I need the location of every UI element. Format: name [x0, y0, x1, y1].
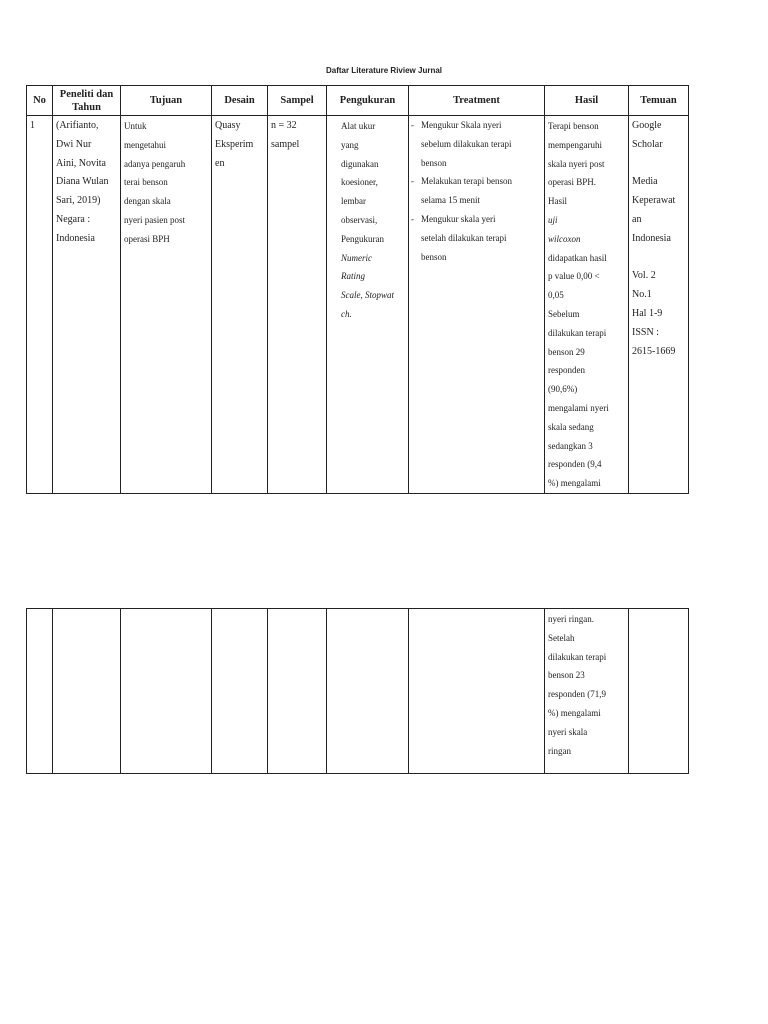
header-desain: Desain [212, 86, 268, 116]
literature-table [26, 85, 689, 494]
text-line: Hal 1-9 [632, 307, 663, 319]
text-line: Media [632, 176, 658, 188]
text-line: Dwi Nur [56, 138, 92, 150]
text-line: Setelah [548, 632, 575, 643]
text-line: koesioner, [341, 177, 378, 188]
text-line: Hasil [548, 196, 567, 207]
text-line: skala sedang [548, 421, 594, 432]
temuan-volume [632, 267, 686, 361]
text-line: terai benson [124, 177, 168, 188]
text-line: %) mengalami [548, 478, 601, 489]
text-line: selama 15 menit [421, 195, 480, 206]
cell-tujuan [121, 609, 212, 774]
text-line: dilakukan terapi [548, 327, 607, 338]
table-row [27, 116, 689, 494]
text-line: sampel [271, 138, 300, 150]
text-line: Vol. 2 [632, 270, 656, 282]
table-row [27, 609, 689, 774]
text-line: benson [421, 251, 447, 262]
header-no: No [27, 86, 53, 116]
cell-tujuan [121, 116, 212, 494]
text-line: (Arifianto, [56, 120, 99, 131]
text-line: mengetahui [124, 139, 166, 150]
text-line: benson [421, 157, 447, 168]
text-line: nyeri skala [548, 726, 588, 737]
cell-pengukuran [327, 609, 409, 774]
pengukuran-italic [341, 249, 406, 324]
text-line: dengan skala [124, 196, 171, 207]
text-line: yang [341, 139, 359, 150]
text-line: mempengaruhi [548, 139, 602, 150]
text-line: Pengukuran [341, 233, 384, 244]
cell-pengukuran [327, 116, 409, 494]
text-line: n = 32 [271, 120, 297, 131]
text-line: Sebelum [548, 308, 580, 319]
text-line: nyeri pasien post [124, 214, 185, 225]
text-line: adanya pengaruh [124, 158, 186, 169]
treatment-item [409, 210, 544, 266]
text-line: ringan [548, 745, 571, 756]
text-line: didapatkan hasil [548, 252, 607, 263]
text-line: responden (9,4 [548, 459, 602, 470]
text-line: Untuk [124, 121, 147, 131]
pengukuran-plain [341, 117, 406, 249]
row-number: 1 [30, 120, 35, 131]
text-line: - Mengukur Skala nyeri [421, 120, 502, 130]
cell-sampel [268, 116, 327, 494]
treatment-item [409, 172, 544, 210]
hasil-continued-text [545, 609, 628, 760]
hasil-part-a [548, 117, 626, 211]
document-title: Daftar Literature Riview Jurnal [325, 66, 443, 75]
temuan-journal [632, 173, 686, 248]
header-temuan: Temuan [629, 86, 689, 116]
text-line: %) mengalami [548, 707, 601, 718]
text-line: Indonesia [632, 232, 671, 244]
hasil-wilcoxon-line [548, 211, 626, 230]
tujuan-text [121, 116, 211, 249]
text-line: Keperawat [632, 195, 676, 207]
table-header-row [27, 86, 689, 116]
hasil-text [545, 116, 628, 493]
text-line: skala nyeri post [548, 158, 605, 169]
text-line: en [215, 157, 225, 169]
cell-temuan [629, 116, 689, 494]
text-line: Aini, Novita [56, 157, 106, 169]
text-line: Rating [341, 271, 365, 282]
peneliti-text [53, 116, 120, 249]
text-line: digunakan [341, 158, 379, 169]
text-line: ch. [341, 308, 352, 319]
text-line: (90,6%) [548, 384, 578, 395]
cell-sampel [268, 609, 327, 774]
literature-table-continued [26, 608, 689, 774]
text-line: setelah dilakukan terapi [421, 232, 507, 243]
text-line: Quasy [215, 120, 241, 131]
text-line: - Mengukur skala yeri [421, 213, 496, 224]
cell-no [27, 116, 53, 494]
cell-no [27, 609, 53, 774]
header-tujuan: Tujuan [121, 86, 212, 116]
text-line: p value 0,00 < [548, 271, 600, 282]
text-line: sedangkan 3 [548, 440, 593, 451]
text-line: dilakukan terapi [548, 651, 607, 662]
text-line: Diana Wulan [56, 176, 109, 188]
cell-temuan [629, 609, 689, 774]
text-line: 2615-1669 [632, 345, 676, 357]
cell-hasil [545, 116, 629, 494]
text-line: benson 23 [548, 670, 585, 681]
text-line: No.1 [632, 289, 652, 301]
hasil-part-b [548, 249, 626, 493]
treatment-item [409, 116, 544, 172]
text-line: 0,05 [548, 290, 564, 301]
temuan-source [632, 117, 686, 155]
header-sampel: Sampel [268, 86, 327, 116]
text-line: lembar [341, 196, 366, 207]
cell-hasil [545, 609, 629, 774]
text-line: operasi BPH. [548, 177, 596, 188]
cell-desain [212, 609, 268, 774]
cell-treatment [409, 609, 545, 774]
text-line: Scholar [632, 138, 663, 150]
text-line: an [632, 213, 642, 225]
cell-desain [212, 116, 268, 494]
text-line: responden (71,9 [548, 689, 606, 700]
text-line: Alat ukur [341, 121, 376, 131]
text-line: mengalami nyeri [548, 402, 609, 413]
text-line: Terapi benson [548, 121, 599, 131]
text-line: responden [548, 365, 585, 376]
header-hasil: Hasil [545, 86, 629, 116]
temuan-text [629, 116, 688, 361]
text-line: Scale, Stopwat [341, 290, 394, 301]
desain-text [212, 116, 267, 173]
sampel-text [268, 116, 326, 155]
text-line: Numeric [341, 252, 372, 263]
cell-peneliti [53, 609, 121, 774]
text-line: Eksperim [215, 138, 254, 150]
cell-treatment [409, 116, 545, 494]
hasil-uji: uji [548, 214, 558, 225]
text-line: observasi, [341, 214, 378, 225]
pengukuran-text [327, 116, 408, 324]
treatment-list [409, 116, 544, 266]
header-pengukuran: Pengukuran [327, 86, 409, 116]
text-line: Sari, 2019) [56, 195, 101, 207]
header-peneliti: Peneliti dan Tahun [53, 86, 121, 116]
text-line: nyeri ringan. [548, 614, 594, 624]
text-line: - Melakukan terapi benson [421, 176, 512, 187]
header-treatment: Treatment [409, 86, 545, 116]
text-line: ISSN : [632, 326, 659, 338]
hasil-wilcoxon: wilcoxon [548, 233, 581, 244]
text-line: Negara : [56, 213, 91, 225]
text-line: Indonesia [56, 232, 95, 244]
text-line: operasi BPH [124, 233, 170, 244]
text-line: sebelum dilakukan terapi [421, 138, 512, 149]
text-line: Google [632, 120, 662, 131]
cell-peneliti [53, 116, 121, 494]
text-line: benson 29 [548, 346, 585, 357]
